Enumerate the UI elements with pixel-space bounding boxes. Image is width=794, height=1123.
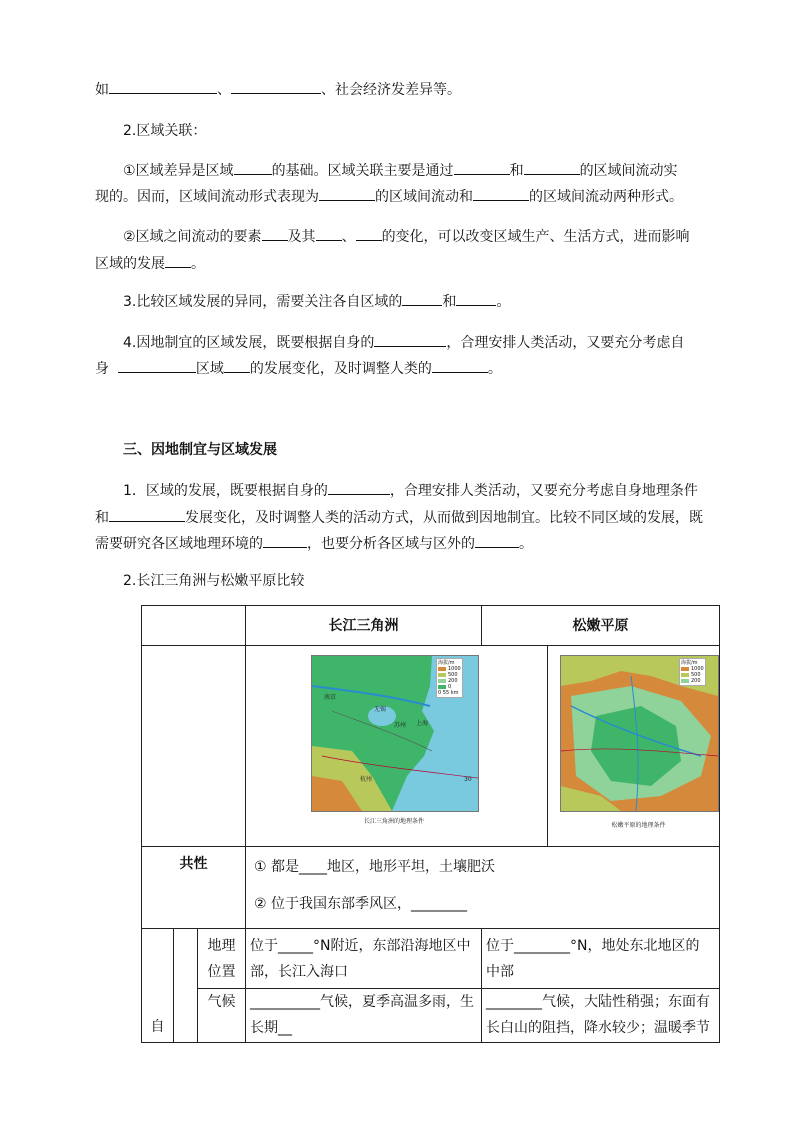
fill-line-1: 如 、 、社会经济发差异等。 bbox=[95, 79, 461, 100]
climate-yangtze: __________气候，夏季高温多雨，生 长期__ bbox=[246, 989, 482, 1043]
blank[interactable] bbox=[316, 226, 342, 241]
natural-label: 自 bbox=[142, 929, 174, 1043]
fill-line-p2b: 区域的发展 。 bbox=[95, 253, 205, 274]
blank[interactable] bbox=[118, 358, 196, 373]
blank[interactable] bbox=[374, 332, 446, 347]
fill-line-p3: 3.比较区域发展的异同，需要关注各自区域的 和 。 bbox=[123, 291, 510, 312]
yangtze-map-caption: 长江三角洲的地理条件 bbox=[363, 818, 424, 825]
blank[interactable] bbox=[109, 79, 217, 94]
lat-label: 30 bbox=[464, 776, 472, 783]
fill-line-p4b: 身 区域 的发展变化，及时调整人类的 。 bbox=[95, 358, 502, 379]
heading-regional-link: 2.区域关联： bbox=[123, 123, 207, 139]
blank[interactable] bbox=[454, 160, 510, 175]
fill-line-p1b: 现的。因而，区域间流动形式表现为 的区域间流动和 的区域间流动两种形式。 bbox=[95, 186, 683, 207]
songnen-legend: 海拔/m 1000 500 200 bbox=[681, 660, 704, 684]
yangtze-legend: 海拔/m 1000 500 200 0 0 55 km bbox=[438, 660, 461, 696]
place-suzhou: 苏州 bbox=[394, 722, 407, 729]
location-yangtze: 位于_____°N附近，东部沿海地区中 部，长江入海口 bbox=[246, 929, 482, 989]
header-yangtze: 长江三角洲 bbox=[246, 606, 482, 646]
blank[interactable] bbox=[224, 358, 250, 373]
yangtze-delta-map bbox=[311, 655, 479, 812]
climate-label: 气候 bbox=[198, 989, 246, 1043]
blank[interactable] bbox=[432, 358, 488, 373]
blank[interactable] bbox=[234, 160, 272, 175]
blank[interactable] bbox=[473, 186, 529, 201]
fill-line-s3p1b: 和 发展变化，及时调整人类的活动方式，从而做到因地制宜。比较不同区域的发展，既 bbox=[95, 507, 703, 528]
fill-line-s3p1c: 需要研究各区域地理环境的 ，也要分析各区域与区外的 。 bbox=[95, 533, 533, 554]
location-label: 地理 位置 bbox=[198, 929, 246, 989]
blank[interactable] bbox=[356, 226, 382, 241]
blank[interactable] bbox=[524, 160, 580, 175]
comparison-heading: 2.长江三角洲与松嫩平原比较 bbox=[123, 573, 305, 589]
common-item-1: ① 都是____地区，地形平坦，土壤肥沃 bbox=[254, 858, 496, 875]
blank[interactable] bbox=[475, 533, 519, 548]
header-empty-cell bbox=[142, 606, 246, 646]
header-songnen: 松嫩平原 bbox=[482, 606, 720, 646]
fill-line-p4a: 4.因地制宜的区域发展，既要根据自身的 ，合理安排人类活动，又要充分考虑自 bbox=[123, 332, 684, 353]
fill-line-p1a: ①区域差异是区域 的基础。区域关联主要是通过 和 的区域间流动实 bbox=[123, 160, 678, 181]
common-cell bbox=[246, 847, 720, 929]
place-shanghai: 上海 bbox=[416, 720, 429, 727]
place-wuxi: 无锡 bbox=[374, 706, 387, 713]
place-nanjing: 南京 bbox=[324, 694, 337, 701]
common-item-2: ② 位于我国东部季风区，________ bbox=[254, 895, 468, 912]
blank[interactable] bbox=[231, 79, 321, 94]
location-songnen: 位于________°N，地处东北地区的 中部 bbox=[482, 929, 720, 989]
songnen-plain-map bbox=[560, 655, 719, 812]
blank[interactable] bbox=[262, 226, 288, 241]
blank[interactable] bbox=[319, 186, 375, 201]
blank[interactable] bbox=[263, 533, 307, 548]
place-hangzhou: 杭州 bbox=[360, 776, 373, 783]
blank[interactable] bbox=[456, 291, 496, 306]
fill-line-p2a: ②区域之间流动的要素 及其 、 的变化，可以改变区域生产、生活方式，进而影响 bbox=[123, 226, 690, 247]
blank[interactable] bbox=[165, 253, 191, 268]
section-title: 三、因地制宜与区域发展 bbox=[123, 442, 277, 458]
fill-line-s3p1a: 1．区域的发展，既要根据自身的 ，合理安排人类活动，又要充分考虑自身地理条件 bbox=[123, 480, 698, 501]
blank[interactable] bbox=[328, 480, 390, 495]
natural-sub-cell bbox=[174, 929, 198, 1043]
blank[interactable] bbox=[109, 507, 185, 522]
map-label-cell bbox=[142, 646, 246, 847]
blank[interactable] bbox=[402, 291, 442, 306]
climate-songnen: ________气候，大陆性稍强；东面有 长白山的阻挡，降水较少；温暖季节 bbox=[482, 989, 720, 1043]
common-label: 共性 bbox=[142, 847, 246, 929]
songnen-map-caption: 松嫩平原的地理条件 bbox=[611, 822, 666, 829]
